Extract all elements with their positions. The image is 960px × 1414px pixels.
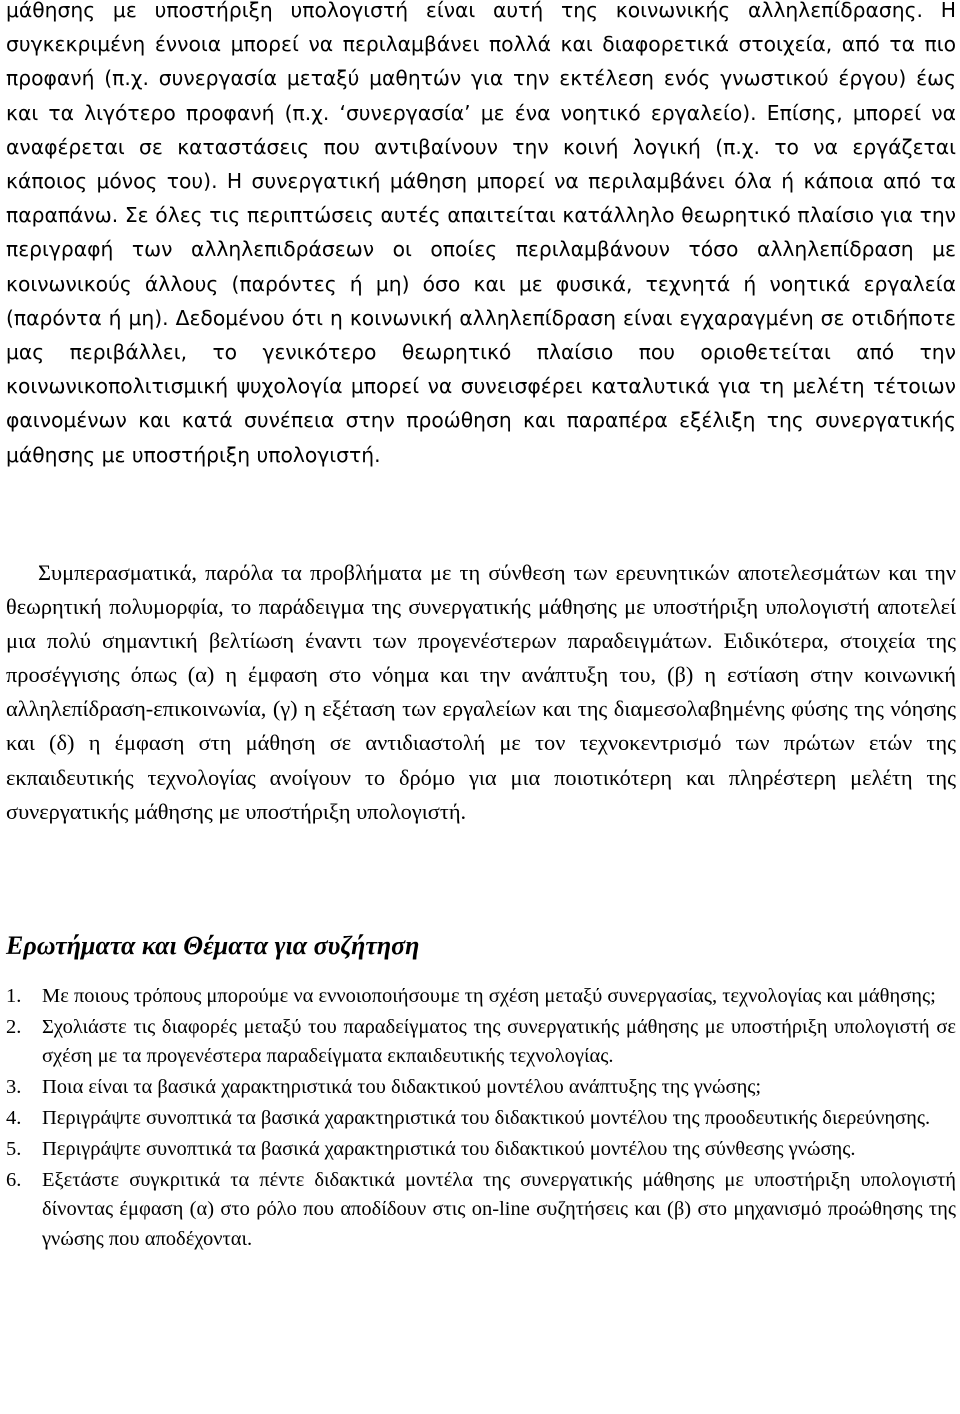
question-item (6, 982, 956, 1011)
question-item (6, 1104, 956, 1133)
question-text: Εξετάστε συγκριτικά τα πέντε διδακτικά μοντέλα της συνεργατικής μάθησης με υποστήριξη υπολογιστή δίνοντας έμφαση (α) στο ρόλο που αποδίδουν στις on-line συζητήσεις και (β) στο μηχανισμό προώθησης της γνώσης που αποδέχονται. (42, 1168, 956, 1250)
question-text: Με ποιους τρόπους μπορούμε να εννοιοποιήσουμε τη σχέση μεταξύ συνεργασίας, τεχνολογίας και μάθησης; (42, 985, 936, 1007)
section-heading-questions: Ερωτήματα και Θέματα για συζήτηση (6, 931, 420, 960)
question-number: 1. (6, 985, 22, 1007)
paragraph-social-interaction: μάθησης με υποστήριξη υπολογιστή είναι αυτή της κοινωνικής αλληλεπίδρασης. Η συγκεκριμένη έννοια μπορεί να περιλαμβάνει πολλά και διαφορετικά στοιχεία, από τα πιο προφανή (π.χ. συνεργασία μεταξύ μαθητών για την εκτέλεση ενός γνωστικού έργου) έως και τα λιγότερο προφανή (π.χ. ‘συνεργασία’ με ένα νοητικό εργαλείο). Επίσης, μπορεί να αναφέρεται σε καταστάσεις που αντιβαίνουν την κοινή λογική (π.χ. το να εργάζεται κάποιος μόνος του). Η συνεργατική μάθηση μπορεί να περιλαμβάνει όλα ή κάποια από τα παραπάνω. Σε όλες τις περιπτώσεις αυτές απαιτείται κατάλληλο θεωρητικό πλαίσιο για την περιγραφή των αλληλεπιδράσεων οι οποίες περιλαμβάνουν τόσο αλληλεπίδραση με κοινωνικούς άλλους (παρόντες ή μη) όσο και με φυσικά, τεχνητά ή νοητικά εργαλεία (παρόντα ή μη). Δεδομένου ότι η κοινωνική αλληλεπίδραση είναι εγχαραγμένη σε οτιδήποτε μας περιβάλλει, το γενικότερο θεωρητικό πλαίσιο που οριοθετείται από την κοινωνικοπολιτισμική ψυχολογία μπορεί να συνεισφέρει καταλυτικά για τη μελέτη τέτοιων φαινομένων και κατά συνέπεια στην προώθηση και παραπέρα εξέλιξη της συνεργατικής μάθησης με υποστήριξη υπολογιστή. (6, 0, 956, 467)
question-item (6, 1135, 956, 1164)
question-text: Περιγράψτε συνοπτικά τα βασικά χαρακτηριστικά του διδακτικού μοντέλου της προοδευτικής διερεύνησης. (42, 1107, 931, 1130)
question-text: Περιγράψτε συνοπτικά τα βασικά χαρακτηριστικά του διδακτικού μοντέλου της σύνθεσης γνώσης. (42, 1138, 856, 1161)
question-number: 6. (6, 1168, 22, 1191)
paragraph-conclusion: Συμπερασματικά, παρόλα τα προβλήματα με τη σύνθεση των ερευνητικών αποτελεσμάτων και την θεωρητική πολυμορφία, το παράδειγμα της συνεργατικής μάθησης με υποστήριξη υπολογιστή αποτελεί μια πολύ σημαντική βελτίωση έναντι των προγενέστερων παραδειγμάτων. Ειδικότερα, στοιχεία της προσέγγισης όπως (α) η έμφαση στο νόημα και την ανάπτυξη του, (β) η εστίαση στην κοινωνική αλληλεπίδραση-επικοινωνία, (γ) η εξέταση των εργαλείων και της διαμεσολαβημένης φύσης της νόησης και (δ) η έμφαση στη μάθηση σε αντιδιαστολή με τον τεχνοκεντρισμό των πρώτων ετών της εκπαιδευτικής τεχνολογίας ανοίγουν το δρόμο για μια ποιοτικότερη και πληρέστερη μελέτη της συνεργατικής μάθησης με υποστήριξη υπολογιστή. (6, 560, 956, 824)
question-item (6, 1073, 956, 1102)
question-item (6, 1166, 956, 1254)
question-number: 3. (6, 1076, 22, 1099)
question-text: Σχολιάστε τις διαφορές μεταξύ του παραδείγματος της συνεργατικής μάθησης με υποστήριξη υπολογιστή σε σχέση με τα προγενέστερα παραδείγματα εκπαιδευτικής τεχνολογίας. (42, 1015, 956, 1068)
question-item (6, 1013, 956, 1072)
questions-list (6, 982, 956, 1256)
question-number: 5. (6, 1138, 22, 1161)
question-number: 4. (6, 1107, 22, 1130)
question-number: 2. (6, 1015, 22, 1038)
question-text: Ποια είναι τα βασικά χαρακτηριστικά του διδακτικού μοντέλου ανάπτυξης της γνώσης; (42, 1076, 762, 1099)
